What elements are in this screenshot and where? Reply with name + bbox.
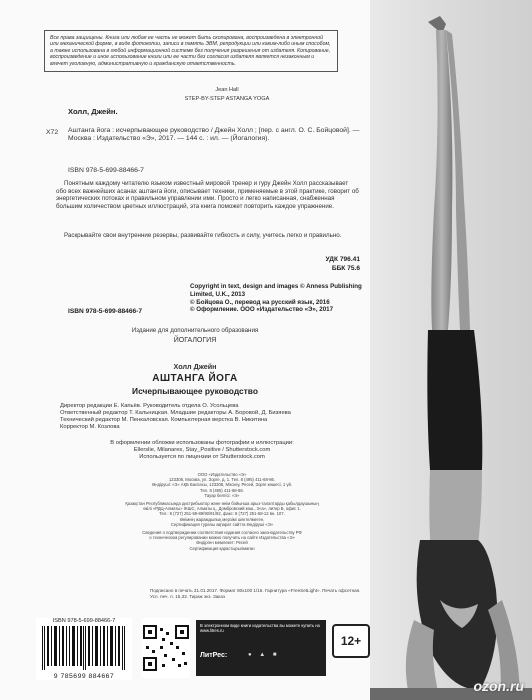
litres-logo: ЛитРес: xyxy=(200,652,228,659)
copyright-block xyxy=(190,283,366,314)
original-author: Jean Hall xyxy=(215,87,239,93)
imprint-line: өкілі «РДЦ-Алматы» ЖШС, Алматы қ., Домбровский көш., 3«а», литер Б, офис 1. xyxy=(143,506,301,512)
copyright-line: Copyright in text, design and images © Anness Publishing Limited, U.K., 2013 xyxy=(190,283,362,298)
copyright-notice-box: Все права защищены. Книга или любая ее часть не может быть скопирована, воспроизведена в электронной или механической форме, в виде фотокопии, записи в память ЭВМ, репродукции или каким-либо иным способом, а также использована в любой информационной системе без получения разрешения от издателя. Копирование, воспроизведение и иное использование книги или ее части без согласия издателя является незаконным и влечет уголовную, административную и гражданскую ответственность. xyxy=(44,30,338,72)
imprint-line: Өндірген мемлекет: Ресей xyxy=(196,540,248,546)
yoga-photo xyxy=(370,0,532,700)
credit-line: Директор редакции Е. Капьёв. Руководитель отдела О. Усольцева xyxy=(60,403,239,409)
print-info-line: Усл. печ. л. 15,33. Тираж экз. Заказ xyxy=(150,594,225,599)
imprint-line: Қазақстан Республикасында дистрибьютор және өнім бойынша арыз-талаптарды қабылдаушының xyxy=(125,501,319,507)
imprint-line: Сертификация туралы ақпарат сайтта Өндіруші «Э» xyxy=(170,521,274,527)
isbn-bold: ISBN 978-5-699-88466-7 xyxy=(68,308,143,315)
annotation-paragraph: Понятным каждому читателю языком известный мировой тренер и гуру Джейн Холл рассказывает обо всех важнейших асанах аштанга йоги, описывает техники, применяемые в этой практике, говорит об энергетических потоках и правильном управлении ими. Просто и легко написанная, снабженная большим количеством цветных иллюстраций, эта книга поможет повторить каждое упражнение. xyxy=(56,180,359,210)
imprint-line: Сведения о подтверждении соответствия издания согласно законодательству РФ xyxy=(142,530,302,536)
bbk-code: ББК 75.6 xyxy=(331,265,360,272)
catalog-author-heading: Холл, Джейн. xyxy=(68,107,118,116)
imprint-line: Тел.: 8 (727) 251-59-89/90/91/92, факс: 8 (727) 251-58-12 вн. 107. xyxy=(159,511,285,517)
barcode-digits: 9 785699 884667 xyxy=(53,673,115,680)
annotation-tagline: Раскрывайте свои внутренние резервы, развивайте гибкость и силу, учитесь легко и правильно. xyxy=(64,232,342,239)
original-title: STEP-BY-STEP ASTANGA YOGA xyxy=(184,96,270,102)
imprint-line: Сертификация қарастырылмаған xyxy=(189,545,255,551)
ebook-text: В электронном виде книги издательства вы можете купить на www.litres.ru xyxy=(200,623,320,634)
apple-icon: ● xyxy=(248,652,255,658)
imprint-line: 123308, Москва, ул. Зорге, д. 1. Тел. 8 (495) 411-68-86. xyxy=(168,477,276,483)
cover-credit-line: В оформлении обложки использованы фотографии и иллюстрации: xyxy=(110,440,294,446)
author-index-code: Х72 xyxy=(46,129,59,136)
credits-block xyxy=(60,403,360,431)
android-icon: ▲ xyxy=(259,652,269,658)
print-info-line: Подписано в печать 31.01.2017. Формат 80x100 1/16. Гарнитура «FreeSetLight». Печать офсетная. xyxy=(150,588,361,593)
cover-credits xyxy=(52,440,352,461)
windows-icon: ■ xyxy=(272,652,280,658)
edition-note: Издание для дополнительного образования xyxy=(131,327,259,334)
imprint-line: Тел. 8 (495) 411-68-86. xyxy=(200,487,244,493)
bibliographic-record: Аштанга йога : исчерпывающее руководство / Джейн Холл ; [пер. с англ. О. С. Бойцовой]. — Москва : Издательство «Э», 2017. — 144 с. : ил. — (Йогалогия). xyxy=(68,127,360,143)
cover-credit-line: Ellerslie, Milanares, Stay_Positive / Shutterstock.com xyxy=(133,447,271,453)
barcode-bars xyxy=(36,626,132,670)
imprint-line: Өнімнің жарамдылық мерзімі шектелмеген. xyxy=(179,516,265,522)
credit-line: Ответственный редактор Т. Кальницкая. Младшие редакторы А. Боровой, Д. Бизяева xyxy=(60,410,291,416)
print-info xyxy=(150,588,370,600)
barcode-isbn-label: ISBN 978-5-699-88466-7 xyxy=(52,618,116,624)
udk-code: УДК 796.41 xyxy=(325,256,360,263)
author-name: Холл Джейн xyxy=(173,362,217,371)
series-name: ЙОГАЛОГИЯ xyxy=(173,337,217,344)
qr-pattern xyxy=(142,624,190,672)
imprint-line: ООО «Издательство «Э» xyxy=(197,472,247,477)
credit-line: Корректор М. Козлова xyxy=(60,424,120,430)
copyright-line: © Оформление. ООО «Издательство «Э», 2017 xyxy=(190,306,334,314)
imprint-line: Тауар белгісі: «Э» xyxy=(204,492,240,498)
qr-code xyxy=(142,618,190,678)
age-rating-badge: 12+ xyxy=(332,624,370,658)
headstand-figure xyxy=(370,0,532,700)
litres-ebook-banner xyxy=(196,620,326,676)
imprint-block xyxy=(82,472,362,551)
app-store-icons xyxy=(248,652,280,658)
copyright-line: © Бойцова О., перевод на русский язык, 2016 xyxy=(190,298,330,306)
book-subtitle: Исчерпывающее руководство xyxy=(132,386,258,396)
isbn-catalog: ISBN 978-5-699-88466-7 xyxy=(68,167,144,174)
watermark: ozon.ru xyxy=(473,678,524,694)
imprint-line: о техническом регулировании можно получить на сайте Издательства «Э» xyxy=(149,535,295,541)
imprint-line: Өндіруші: «Э» АҚБ Баспасы, 123308, Мәскеу, Ресей, Зорге көшесі, 1 үй. xyxy=(152,482,292,488)
cover-credit-line: Используется по лицензии от Shutterstock.com xyxy=(139,454,265,460)
book-title: АШТАНГА ЙОГА xyxy=(152,373,238,384)
credit-line: Технический редактор М. Пенкаловская. Компьютерная верстка В. Никитина xyxy=(60,417,268,423)
isbn-barcode xyxy=(36,618,132,680)
